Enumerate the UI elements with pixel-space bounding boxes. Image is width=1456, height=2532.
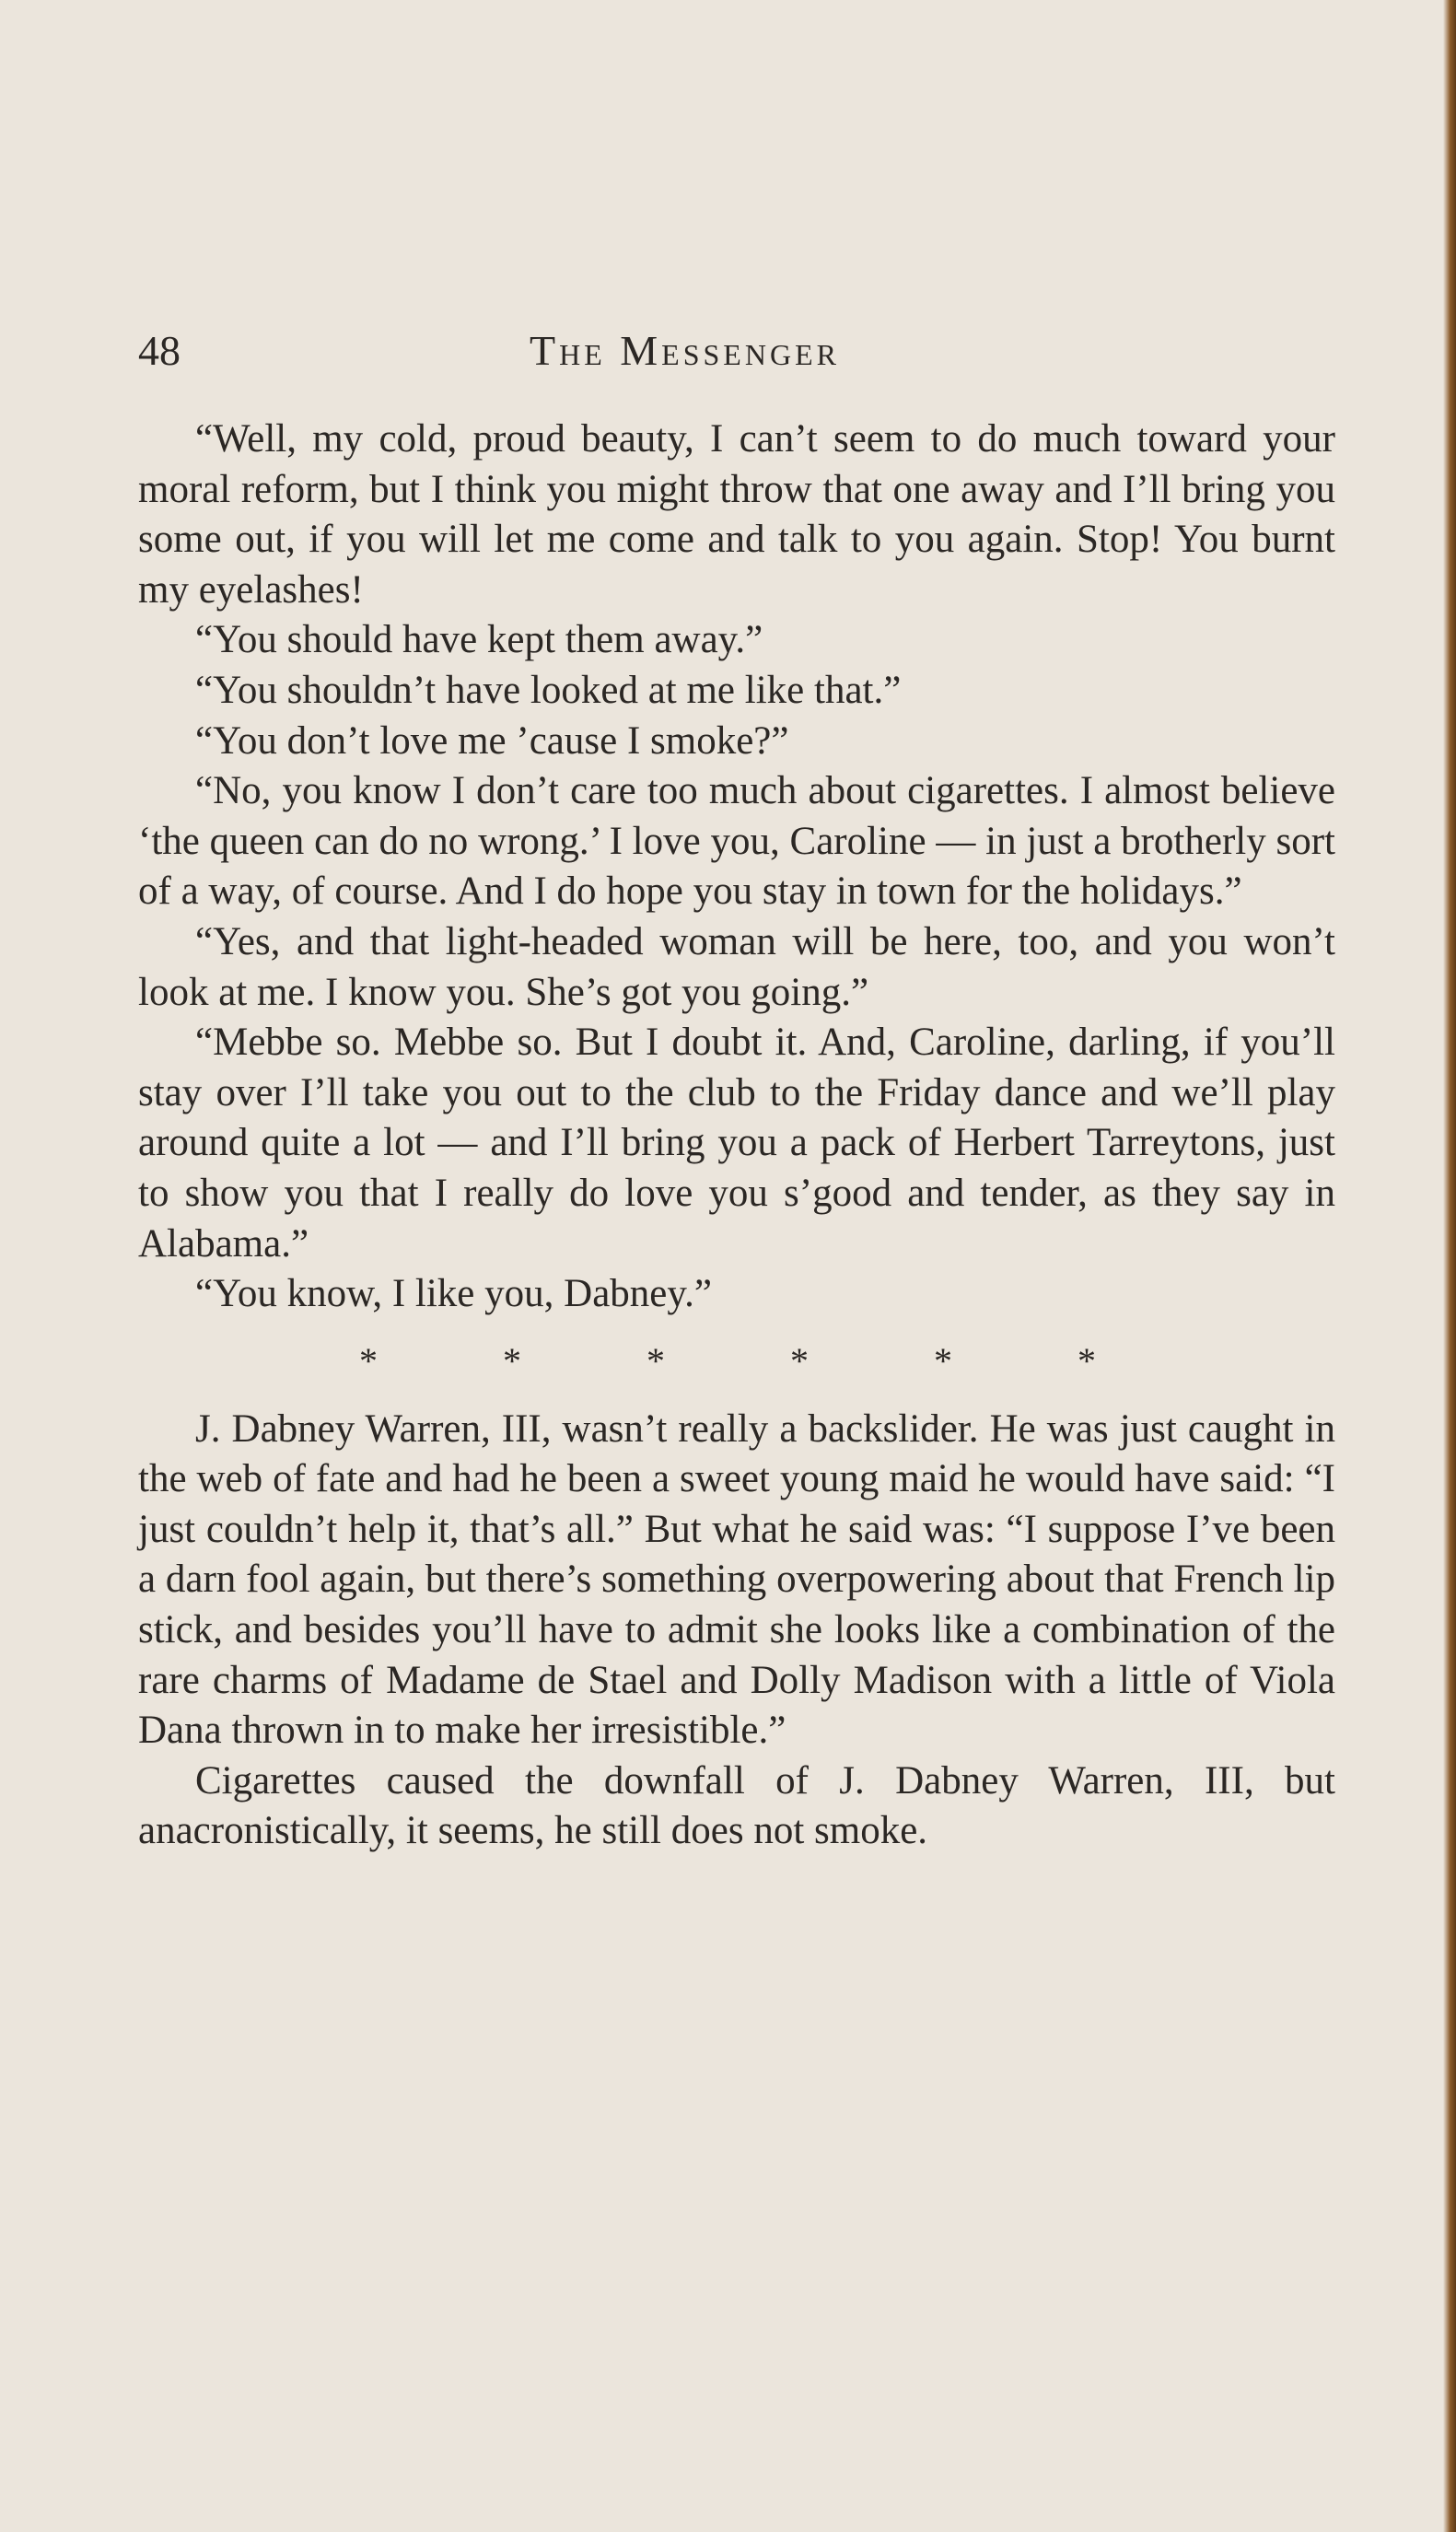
paragraph: “You don’t love me ’cause I smoke?” bbox=[195, 718, 789, 763]
page-number: 48 bbox=[138, 327, 181, 374]
asterisk: * bbox=[790, 1339, 809, 1382]
journal-title: The Messenger bbox=[530, 327, 840, 374]
asterisk: * bbox=[1077, 1339, 1096, 1382]
paragraph: “Well, my cold, proud beauty, I can’t seem to do much toward your moral reform, but I think you might throw that one away and I’ll bring you some out, if you will let me come and talk to you again. Stop! You burnt my eyelashes! bbox=[138, 417, 1335, 612]
asterisk: * bbox=[646, 1339, 665, 1382]
page-edge bbox=[1443, 0, 1456, 2532]
asterisk: * bbox=[934, 1339, 952, 1382]
paragraph: “No, you know I don’t care too much about cigarettes. I almost believe ‘the queen can do no wrong.’ I love you, Caroline — in just a brotherly sort of a way, of course. And I do hope you stay in town for the holidays.” bbox=[138, 769, 1335, 914]
paragraph: “You know, I like you, Dabney.” bbox=[195, 1272, 712, 1316]
paragraph: “Yes, and that light-headed woman will be here, too, and you won’t look at me. I know you. She’s got you going.” bbox=[138, 919, 1335, 1014]
body-text bbox=[138, 414, 1335, 1857]
asterisk: * bbox=[359, 1339, 378, 1382]
paragraph: J. Dabney Warren, III, wasn’t really a backslider. He was just caught in the web of fate and had he been a sweet young maid he would have said: “I just couldn’t help it, that’s all.” But what he said was: “I suppose I’ve been a darn fool again, but there’s something overpowering about that French lip stick, and besides you’ll have to admit she looks like a combination of the rare charms of Madame de Stael and Dolly Madison with a little of Viola Dana thrown in to make her irresistible.” bbox=[138, 1406, 1335, 1753]
paragraph: “You shouldn’t have looked at me like that.” bbox=[195, 668, 902, 712]
running-head bbox=[138, 319, 1335, 383]
asterisk: * bbox=[503, 1339, 521, 1382]
paragraph: “Mebbe so. Mebbe so. But I doubt it. And, Caroline, darling, if you’ll stay over I’ll take you out to the club to the Friday dance and we’ll play around quite a lot — and I’ll bring you a pack of Herbert Tarreytons, just to show you that I really do love you s’good and tender, as they say in Alabama.” bbox=[138, 1021, 1335, 1266]
paragraph: “You should have kept them away.” bbox=[195, 618, 763, 662]
section-break bbox=[359, 1338, 1096, 1384]
paragraph: Cigarettes caused the downfall of J. Dabney Warren, III, but anacronistically, it seems, he still does not smoke. bbox=[138, 1758, 1335, 1853]
